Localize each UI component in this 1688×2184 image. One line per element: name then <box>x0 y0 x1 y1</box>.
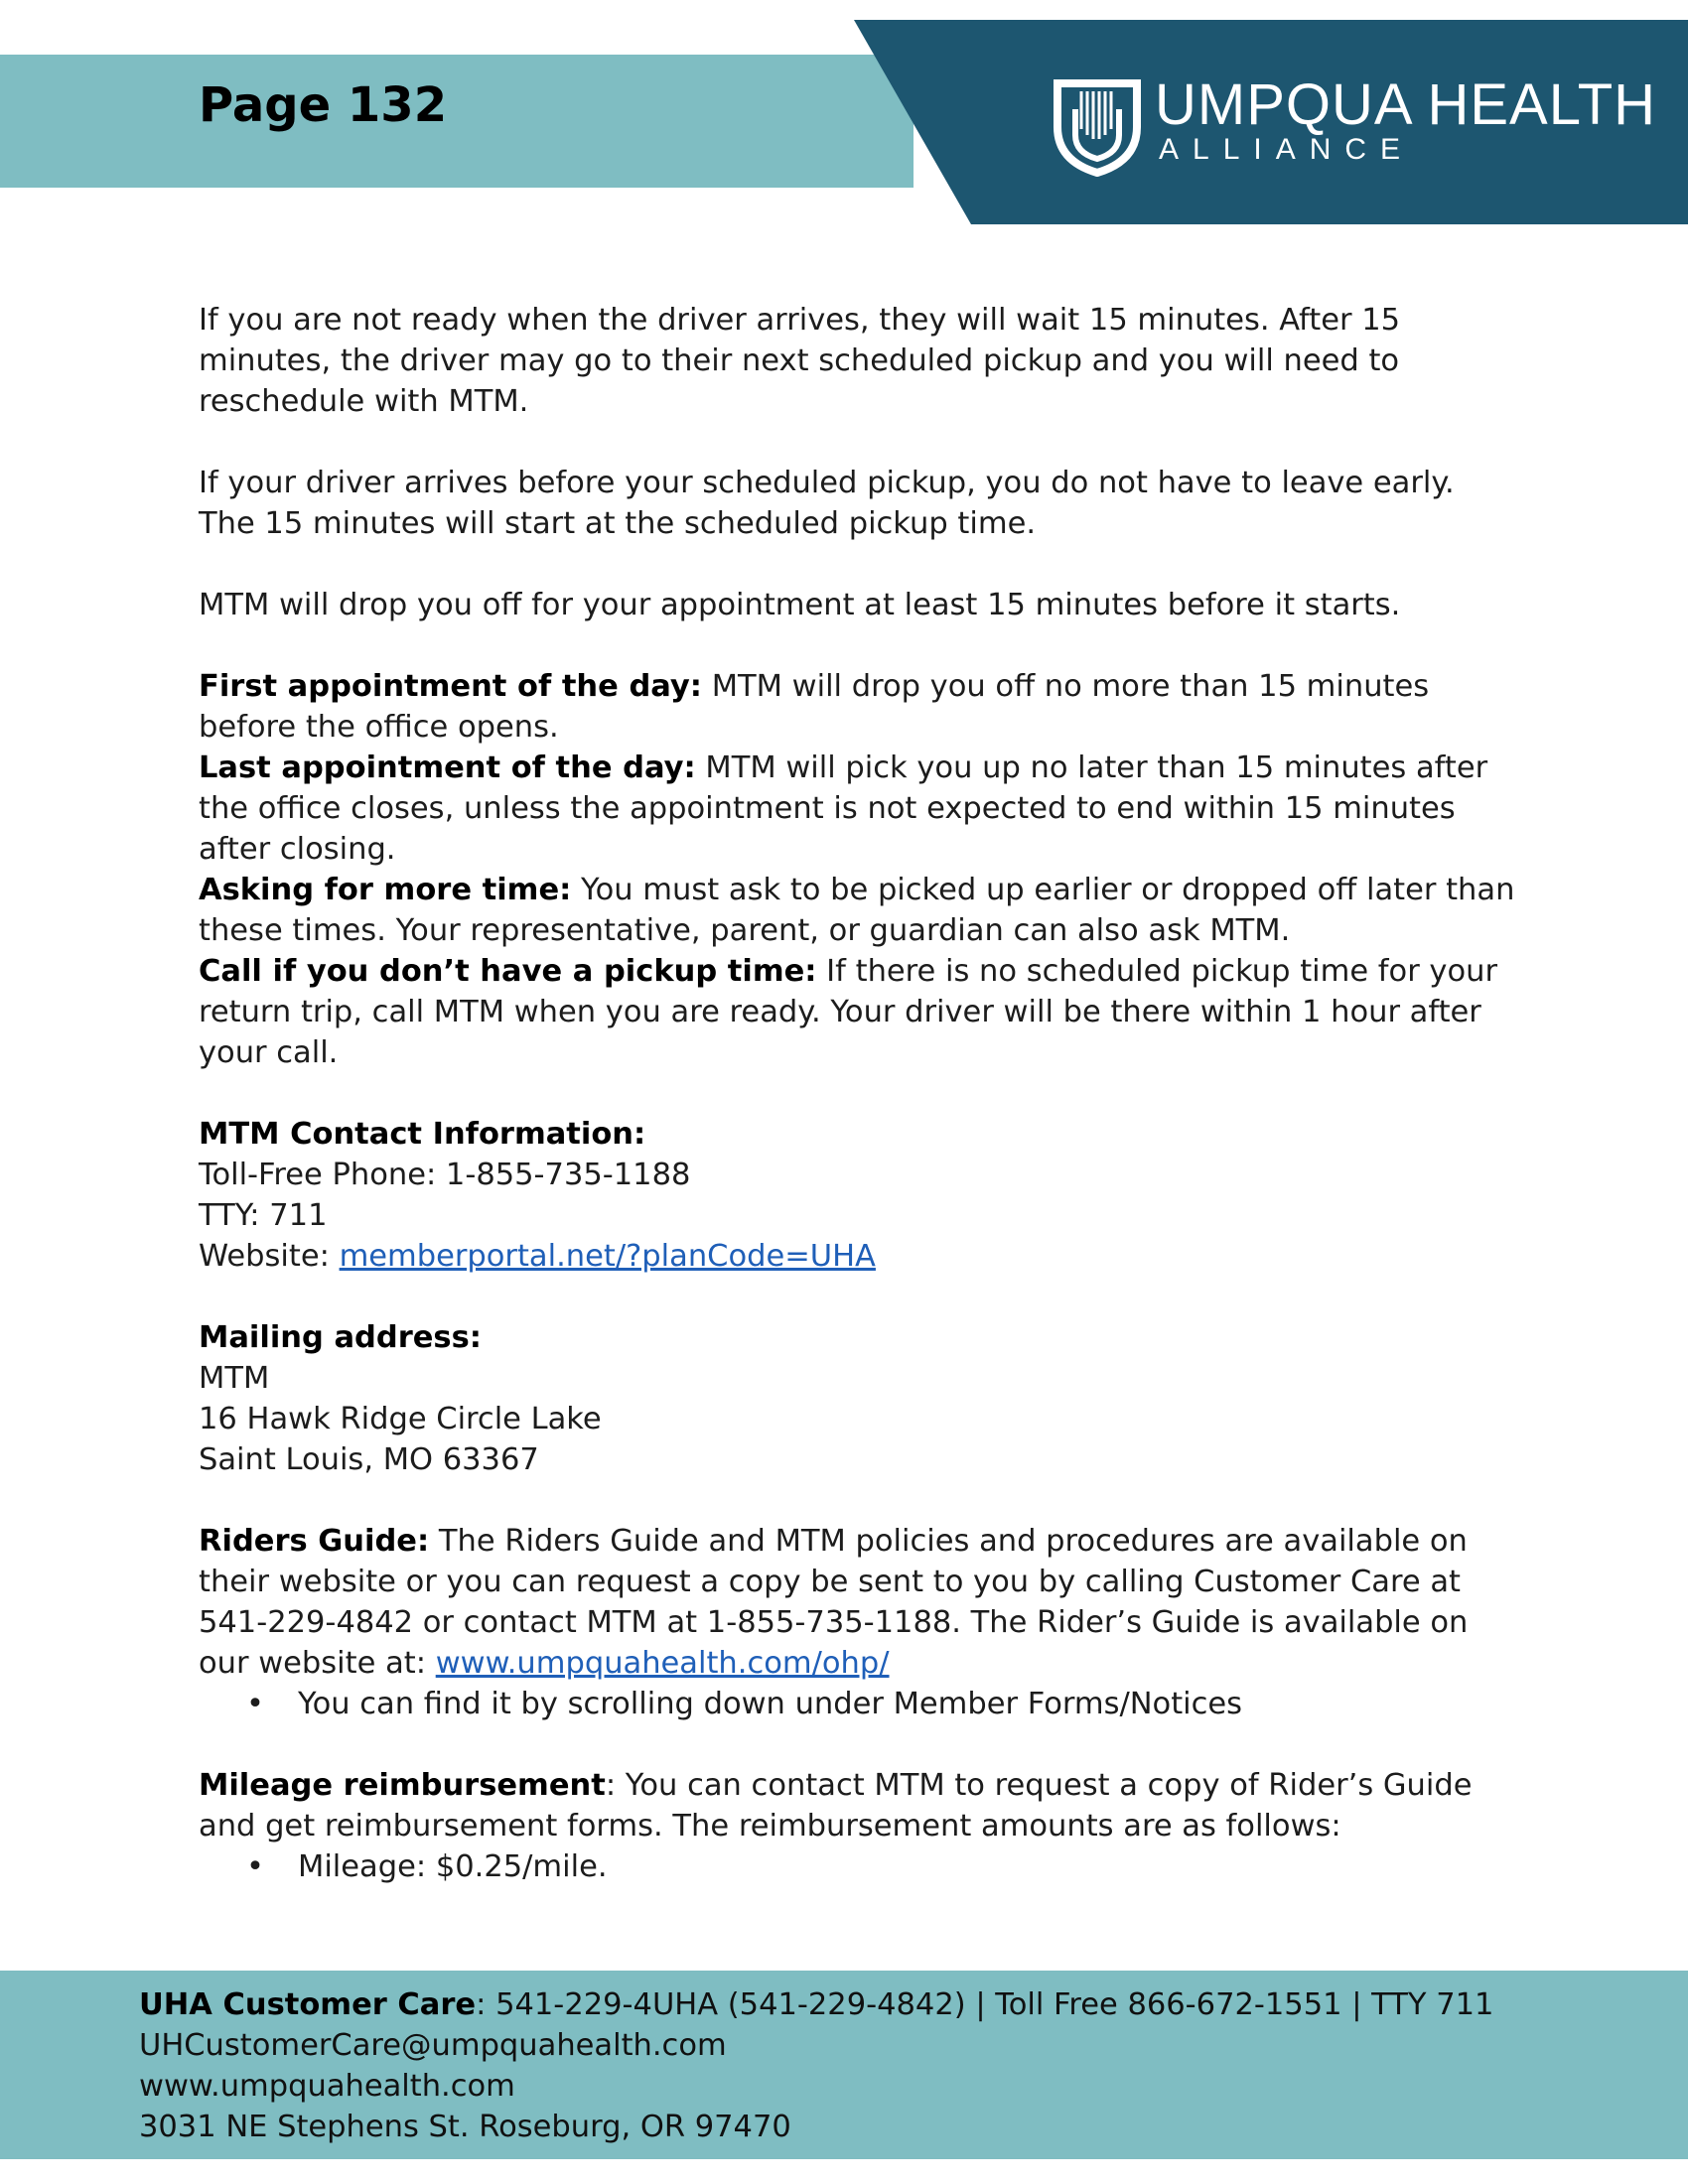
rule-last-appointment <box>199 748 1519 870</box>
rule-no-pickup-time <box>199 951 1519 1073</box>
mailing-address-section <box>199 1317 1519 1480</box>
contact-phone: Toll-Free Phone: 1-855-735-1188 <box>199 1158 691 1192</box>
logo-subtitle: ALLIANCE <box>1159 133 1415 166</box>
rule-more-time <box>199 870 1519 951</box>
mtm-contact-section <box>199 1114 1519 1277</box>
mileage-text: : You can contact MTM to request a copy of Rider’s Guide and get reimbursement forms. The reimbursement amounts are as follows: <box>199 1768 1473 1843</box>
footer-contact <box>139 1984 1493 2147</box>
umpqua-ohp-link[interactable]: www.umpquahealth.com/ohp/ <box>435 1646 890 1681</box>
rule-first-appointment <box>199 666 1519 748</box>
list-item: • You can find it by scrolling down under Member Forms/Notices <box>199 1684 1519 1724</box>
mailing-line-2: 16 Hawk Ridge Circle Lake <box>199 1402 602 1436</box>
mileage-label: Mileage reimbursement <box>199 1768 606 1803</box>
rule-label: First appointment of the day: <box>199 669 703 704</box>
rule-text: If there is no scheduled pickup time for your return trip, call MTM when you are ready. Your driver will be there within 1 hour after your call. <box>199 954 1498 1070</box>
paragraph-early-arrival: If your driver arrives before your scheduled pickup, you do not have to leave early. The 15 minutes will start at the scheduled pickup time. <box>199 466 1455 541</box>
paragraph-drop-off: MTM will drop you off for your appointment at least 15 minutes before it starts. <box>199 588 1401 622</box>
footer-phones: : 541-229-4UHA (541-229-4842) | Toll Free 866-672-1551 | TTY 711 <box>476 1987 1494 2022</box>
footer-band <box>0 1971 1688 2159</box>
footer-website: www.umpquahealth.com <box>139 2069 515 2104</box>
rule-text: MTM will pick you up no later than 15 minutes after the office closes, unless the appointment is not expected to end within 15 minutes after closing. <box>199 751 1488 867</box>
list-item: • Mileage: $0.25/mile. <box>199 1846 1519 1887</box>
footer-email: UHCustomerCare@umpquahealth.com <box>139 2028 727 2063</box>
mileage-paragraph <box>199 1765 1519 1846</box>
umpqua-health-logo <box>1048 69 1657 179</box>
riders-guide-text: The Riders Guide and MTM policies and procedures are available on their website or you can request a copy be sent to you by calling Customer Care at 541-229-4842 or contact MTM at 1-855-735-1188. The Rider’s Guide is available on our website at: <box>199 1524 1469 1681</box>
rule-label: Call if you don’t have a pickup time: <box>199 954 817 989</box>
mailing-line-3: Saint Louis, MO 63367 <box>199 1442 539 1477</box>
rule-text: You must ask to be picked up earlier or dropped off later than these times. Your representative, parent, or guardian can also ask MTM. <box>199 873 1515 948</box>
rule-label: Asking for more time: <box>199 873 572 907</box>
mileage-list <box>199 1846 1519 1887</box>
mailing-heading: Mailing address: <box>199 1320 482 1355</box>
document-body <box>199 300 1519 1928</box>
footer-label: UHA Customer Care <box>139 1987 477 2022</box>
footer-address: 3031 NE Stephens St. Roseburg, OR 97470 <box>139 2110 791 2144</box>
contact-website-label: Website: <box>199 1239 340 1274</box>
riders-guide-label: Riders Guide: <box>199 1524 430 1559</box>
logo-title: UMPQUA HEALTH <box>1155 72 1657 137</box>
shield-logo-icon <box>1048 69 1147 177</box>
contact-heading: MTM Contact Information: <box>199 1117 646 1152</box>
header-band <box>0 55 914 188</box>
member-portal-link[interactable]: memberportal.net/?planCode=UHA <box>339 1239 876 1274</box>
rule-label: Last appointment of the day: <box>199 751 696 785</box>
riders-guide-paragraph <box>199 1521 1519 1684</box>
contact-tty: TTY: 711 <box>199 1198 328 1233</box>
riders-guide-list <box>199 1684 1519 1724</box>
page-number: Page 132 <box>199 77 448 133</box>
rule-text: MTM will drop you off no more than 15 minutes before the office opens. <box>199 669 1430 745</box>
mailing-line-1: MTM <box>199 1361 270 1396</box>
paragraph-driver-wait: If you are not ready when the driver arrives, they will wait 15 minutes. After 15 minutes, the driver may go to their next scheduled pickup and you will need to reschedule with MTM. <box>199 303 1401 419</box>
